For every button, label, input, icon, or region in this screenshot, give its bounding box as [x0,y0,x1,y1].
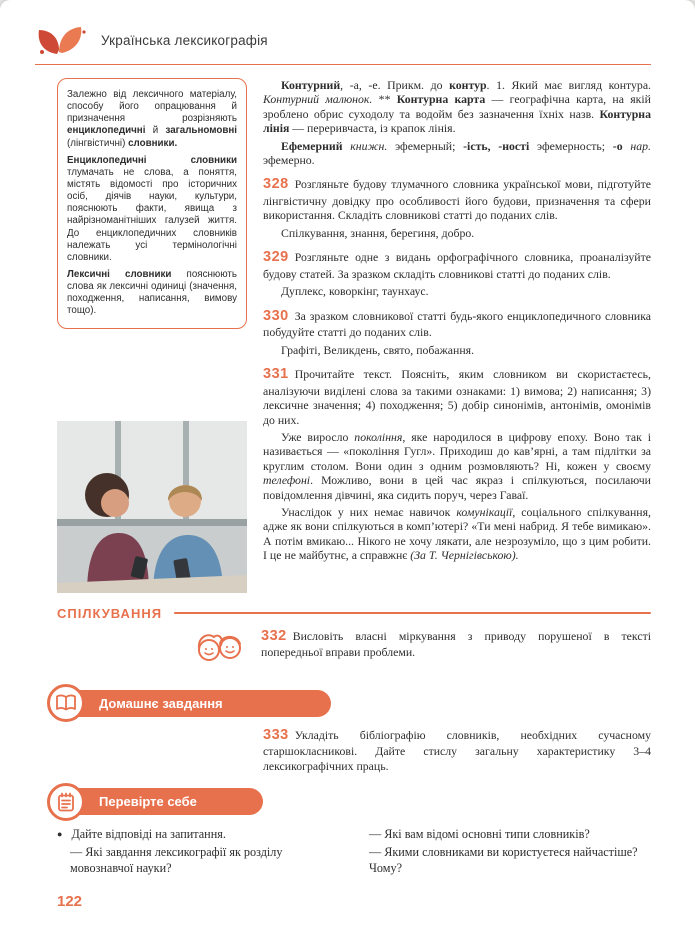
photo-teens-with-smartphones [57,421,247,593]
term-bold: контур [449,78,487,92]
text-run: Розгляньте будову тлумачного словника української мови, підготуйте лінгвістичну довідку про особливості його будови, призначення та сфери використання. Складіть словникові статті до поданих слів. [263,177,651,223]
exercise-number: 333 [263,726,289,743]
page-number: 122 [57,892,83,910]
info-paragraph-1 [67,89,237,150]
exercise-number: 328 [263,176,289,193]
homework-banner [49,690,331,717]
info-paragraph-2 [67,155,237,264]
text-run: ** [372,92,397,107]
section-title-communication: СПІЛКУВАННЯ [57,605,163,621]
highlighted-word-italic: комунікації [456,504,513,519]
term-bold: загальномовні [165,125,237,137]
exercise-number: 329 [263,249,289,266]
exercise-number: 330 [263,307,289,324]
main-column [263,78,651,593]
text-run: эфемерно. [263,152,315,167]
text-run: Прочитайте текст. Поясніть, яким словником ви скористаєтесь, аналізуючи виділені слова за такими ознаками: 1) вимова; 2) написання; 3) лексичне значення; 4) походження; 5) добір синонімів, антонімів, омонімів до них. [263,367,651,427]
text-run: пояснюють слова як лексичні одиниці (значення, походження, написання, вимову тощо). [67,268,237,317]
exercise-331-text [263,366,651,427]
open-book-icon [47,684,85,722]
check-banner-label: Перевірте себе [99,794,197,809]
term-bold: Контурна карта [396,92,486,107]
dictionary-entry-efemernyi [263,139,651,168]
headword-bold: Ефемерний [281,138,351,153]
term-bold: -о [612,138,631,153]
info-paragraph-3 [67,269,237,318]
questions-right-column [369,827,651,879]
section-divider-line [174,612,651,614]
chapter-title: Українська лексикографія [101,32,268,48]
exercise-number: 332 [261,627,287,644]
notepad-icon [47,783,85,821]
term-bold: Енциклопедичні словники [67,154,237,166]
exercise-328-text [263,176,651,222]
check-questions [57,827,651,879]
text-run: , яке народилося в цифрову епоху. Воно так і називається — «покоління Гугл». Приходиш до кав’ярні, а там підлітки за круглим столом. Вони один з одним розмовляють? Ні, кожен у своєму [263,430,651,473]
text-run: За зразком словникової статті будь-якого енциклопедичного словника побудуйте статті до поданих слів. [263,308,651,340]
reading-text-paragraph-2 [263,505,651,563]
highlighted-word-italic: телефоні [263,473,311,488]
text-run: Унаслідок у них немає навичок [281,504,457,519]
content-columns [57,78,651,593]
exercise-329 [263,249,651,298]
exercise-332 [261,628,651,660]
couple-faces-icon [193,626,247,675]
info-box-dictionaries [57,78,247,329]
exercise-329-wordlist: Дуплекс, коворкінг, таунхаус. [281,284,429,299]
leaf-logo-icon [35,24,89,56]
dictionary-entry-konturnyi [263,78,651,136]
reading-text-paragraph-1 [263,430,651,502]
text-run: . 1. Який має вигляд контура. [486,78,652,92]
left-column [57,78,247,593]
term-bold: -ість, -ності [463,138,537,153]
check-yourself-banner [49,788,263,815]
text-run: , -а, -е. Прикм. до [340,78,450,92]
exercise-330 [263,308,651,357]
questions-left-column [57,827,339,879]
label-italic: книжн. [350,138,396,153]
attribution-italic: (За Т. Чернігівською). [410,548,519,563]
headword-bold: Контурний [281,78,341,92]
label-italic: нар. [630,138,651,153]
question-3: — Якими словниками ви користуєтеся найчастіше? Чому? [369,844,638,875]
exercise-328-wordlist: Спілкування, знання, берегиня, добро. [281,225,475,240]
page-header [35,24,651,65]
exercise-329-text [263,249,651,281]
text-run: — переривчаста, із крапок лінія. [289,121,456,136]
homework-banner-label: Домашнє завдання [99,695,223,711]
text-run: Висловіть власні міркування з приводу порушеної в тексті попередньої вправи проблеми. [261,628,651,660]
text-run: Дайте відповіді на запитання. [71,827,226,841]
text-run: эфемерный; [395,138,464,153]
text-run: (лінгвістичні) [67,137,129,149]
term-bold: Контурна лінія [263,106,651,136]
text-run: Укладіть бібліографію словників, необхідних сучасному старшокласникові. Дайте стислу загальну характеристику 3–4 лексикографічних праць. [263,727,651,773]
text-run: , соціального спілкування, адже як вони спілкуються в комп’ютері? «Ти мені набрид. Я тебе вимикаю». А потім вмикаю... Нікого не хочу лякати, але незрозуміло, що з цим робити. І це не майбутнє, а справжнє [263,504,652,563]
text-run: тлумачать не слова, а поняття, містять відомості про історичних осіб, діячів науки, культури, пояснюють факти, явища з найрізноманітніших галузей життя. До енциклопедичних словників належать усі термінологічні словники. [67,166,237,263]
exercise-330-wordlist: Графіті, Великдень, свято, побажання. [281,342,475,357]
question-2: — Які вам відомі основні типи словників? [369,827,590,841]
text-run: Уже виросло [281,430,355,444]
text-run: Розгляньте одне з видань орфографічного словника, проаналізуйте будову статей. За зразком складіть словникові статті до поданих слів. [263,250,651,281]
term-bold: Лексичні словники [67,268,187,280]
text-run: — географічна карта, на якій зроблено обрис суходолу та водойм без зазначення їхніх назв. [263,92,651,121]
communication-section-body [57,626,651,675]
term-bold: енциклопедичні [67,125,146,137]
bullet-icon: ● [57,828,63,839]
highlighted-word-italic: покоління [354,430,403,444]
communication-section-header [57,606,651,621]
text-run: Залежно від лексичного матеріалу, способу його опрацювання й призначення розрізняють [67,89,237,125]
exercise-333 [263,727,651,773]
text-run: й [145,125,166,137]
example-italic: Контурний малюнок. [263,92,373,107]
term-bold: словники. [128,137,178,149]
text-run: эфемерность; [537,138,613,153]
exercise-330-text [263,308,651,340]
text-run: . Можливо, вони в цей час якраз і спілкуються, посилаючи повідомлення дівчині, яка сидить поруч, через Гаваї. [263,473,651,502]
exercise-number: 331 [263,366,289,383]
exercise-331 [263,366,651,562]
exercise-328 [263,176,651,240]
question-1: — Які завдання лексикографії як розділу мовознавчої науки? [70,844,283,875]
questions-intro [57,827,339,843]
